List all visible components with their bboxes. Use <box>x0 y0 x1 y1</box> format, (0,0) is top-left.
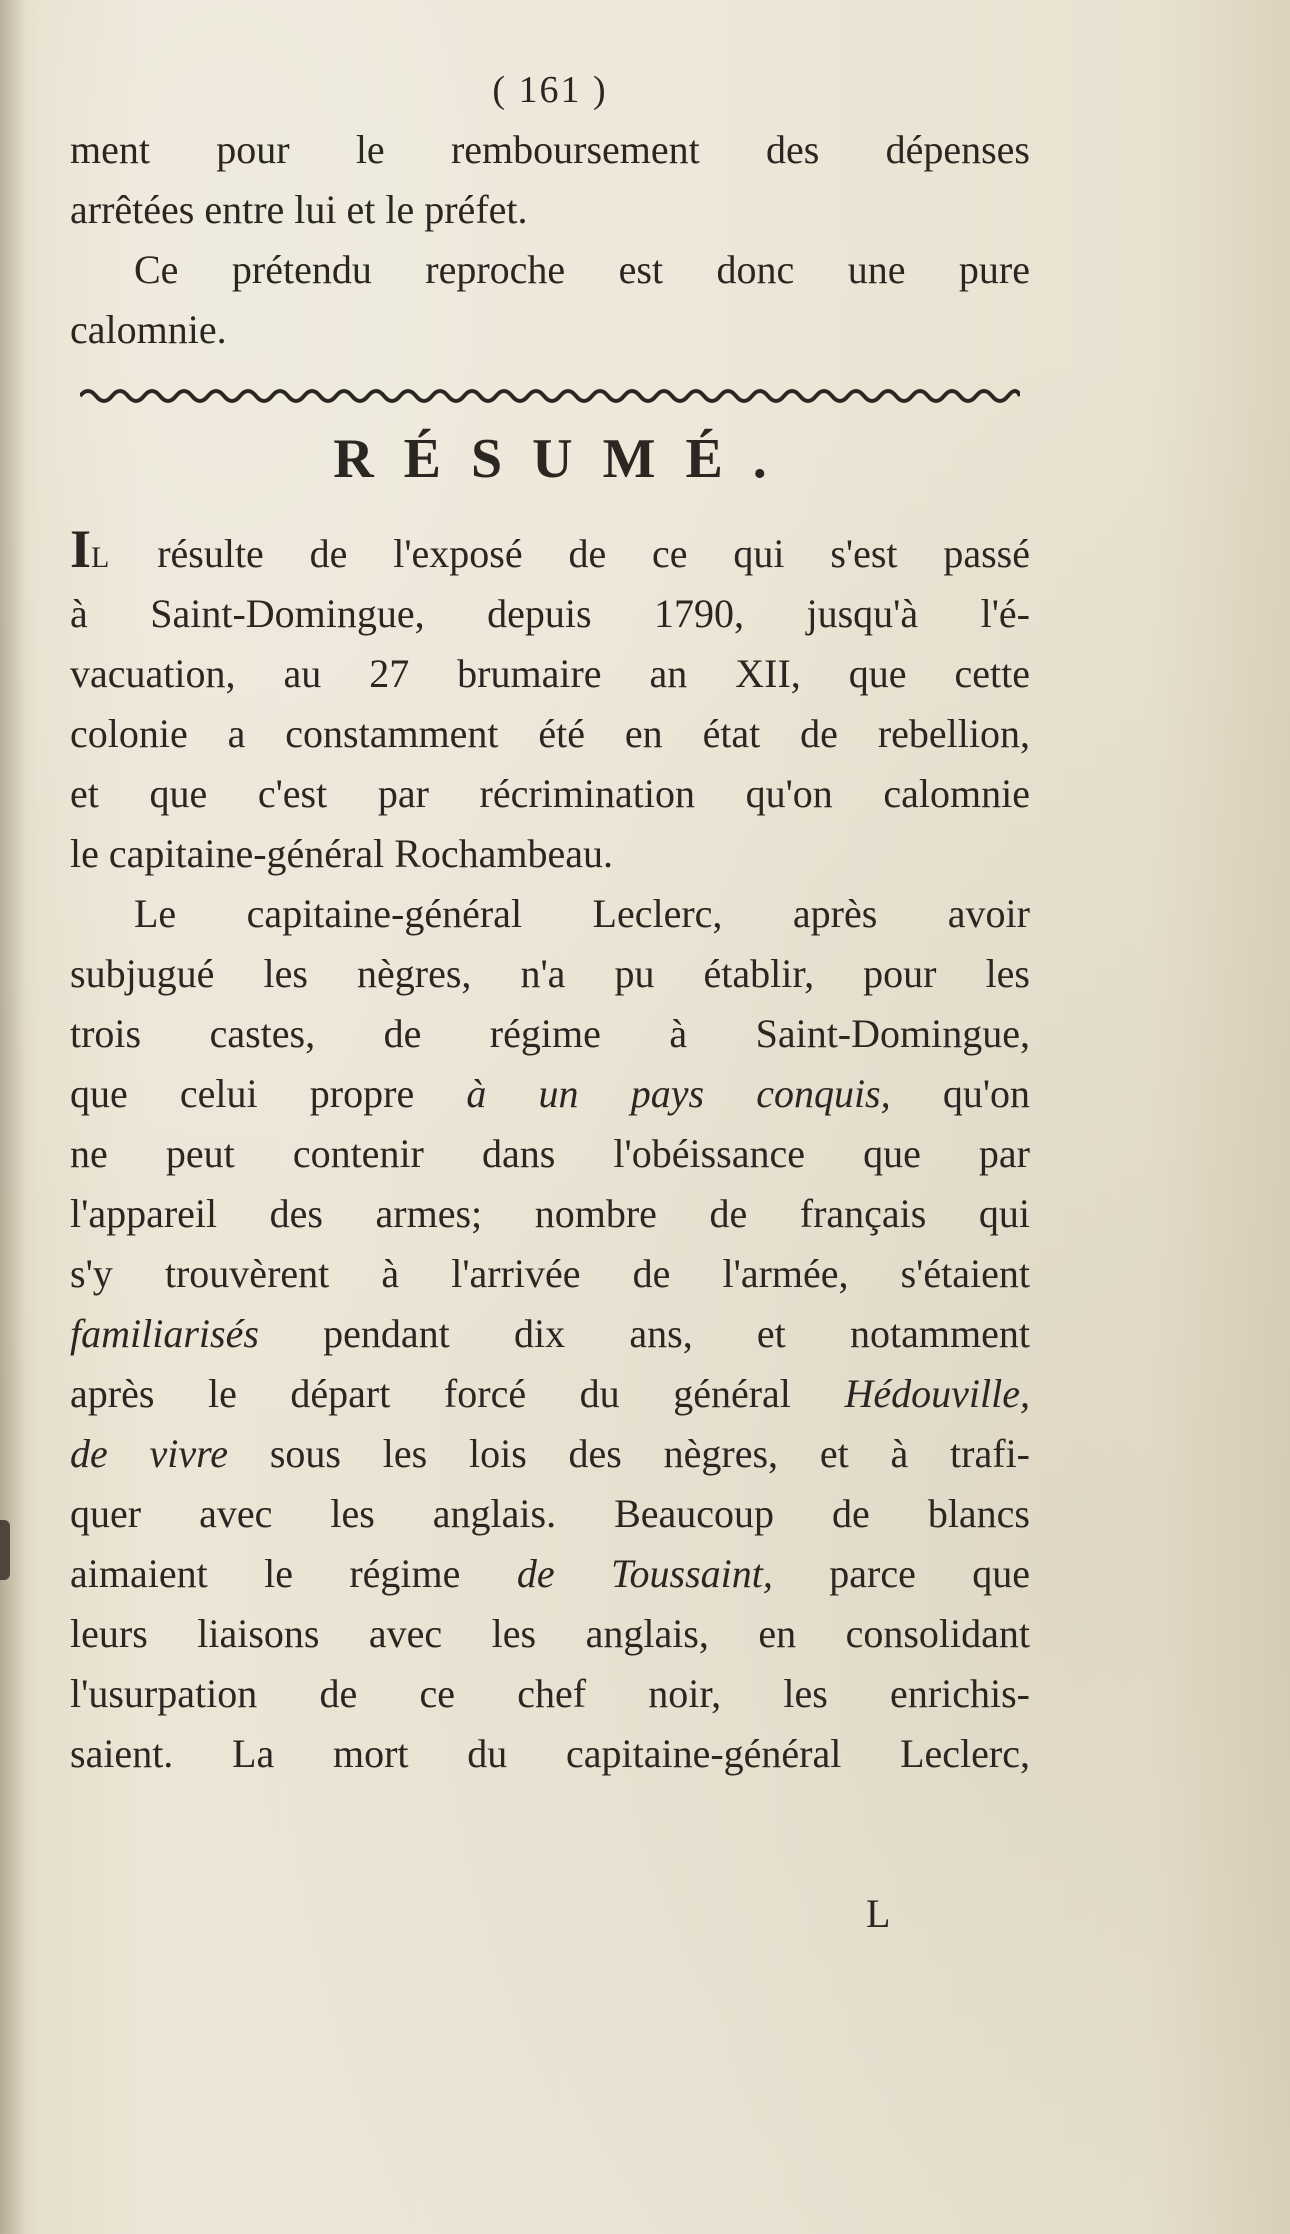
text-line <box>70 1544 1030 1604</box>
spine-shadow <box>0 0 26 2234</box>
text-line: Le capitaine-général Leclerc, après avoir <box>134 891 1030 936</box>
text-line: le capitaine-général Rochambeau. <box>70 831 614 876</box>
text-line <box>70 1424 1030 1484</box>
text-line <box>70 1304 1030 1364</box>
text-line: arrêtées entre lui et le préfet. <box>70 187 528 232</box>
italic-fragment: de vivre <box>70 1431 229 1476</box>
dropcap: I <box>70 519 92 579</box>
text-fragment: sous les lois des nègres, et à trafi- <box>269 1431 1031 1476</box>
smallcap: L <box>91 541 112 574</box>
text-line <box>70 1064 1030 1124</box>
section-heading: RÉSUMÉ. <box>333 428 797 490</box>
italic-fragment: familiarisés <box>70 1311 259 1356</box>
wavy-rule-ornament <box>80 384 1020 406</box>
text-line: saient. La mort du capitaine-général Leclerc, <box>70 1731 1030 1776</box>
catchword: L <box>866 1891 891 1936</box>
text-line: vacuation, au 27 brumaire an XII, que cette <box>70 651 1030 696</box>
text-fragment: qu'on <box>942 1071 1031 1116</box>
text-line: Ce prétendu reproche est donc une pure <box>134 247 1030 292</box>
text-line: ment pour le remboursement des dépenses <box>70 127 1030 172</box>
text-line: et que c'est par récrimination qu'on calomnie <box>70 771 1030 816</box>
text-line-dropcap <box>70 519 1031 584</box>
text-fragment: résulte de l'exposé de ce qui s'est passé <box>157 531 1031 576</box>
text-fragment: aimaient le régime <box>70 1551 461 1596</box>
text-fragment: après le départ forcé du général <box>70 1371 791 1416</box>
text-line: subjugué les nègres, n'a pu établir, pour les <box>70 951 1030 996</box>
italic-fragment: Hédouville, <box>844 1371 1031 1416</box>
text-line: à Saint-Domingue, depuis 1790, jusqu'à l'é- <box>70 591 1030 636</box>
italic-fragment: de Toussaint, <box>516 1551 773 1596</box>
text-fragment: parce que <box>829 1551 1031 1596</box>
text-line: l'usurpation de ce chef noir, les enrichis- <box>70 1671 1030 1716</box>
text-block <box>70 120 1030 1784</box>
binding-mark <box>0 1520 10 1580</box>
text-line: l'appareil des armes; nombre de français qui <box>70 1191 1030 1236</box>
text-line: trois castes, de régime à Saint-Domingue, <box>70 1011 1030 1056</box>
italic-fragment: à un pays conquis, <box>466 1071 891 1116</box>
page-number: ( 161 ) <box>492 69 608 111</box>
text-line: quer avec les anglais. Beaucoup de blancs <box>70 1491 1030 1536</box>
text-line: calomnie. <box>70 307 227 352</box>
text-line <box>70 1364 1030 1424</box>
text-line: colonie a constamment été en état de rebellion, <box>70 711 1030 756</box>
text-fragment: que celui propre <box>70 1071 415 1116</box>
text-line: ne peut contenir dans l'obéissance que par <box>70 1131 1030 1176</box>
text-fragment: pendant dix ans, et notamment <box>323 1311 1031 1356</box>
text-line: s'y trouvèrent à l'arrivée de l'armée, s'étaient <box>70 1251 1030 1296</box>
text-line: leurs liaisons avec les anglais, en consolidant <box>70 1611 1030 1656</box>
